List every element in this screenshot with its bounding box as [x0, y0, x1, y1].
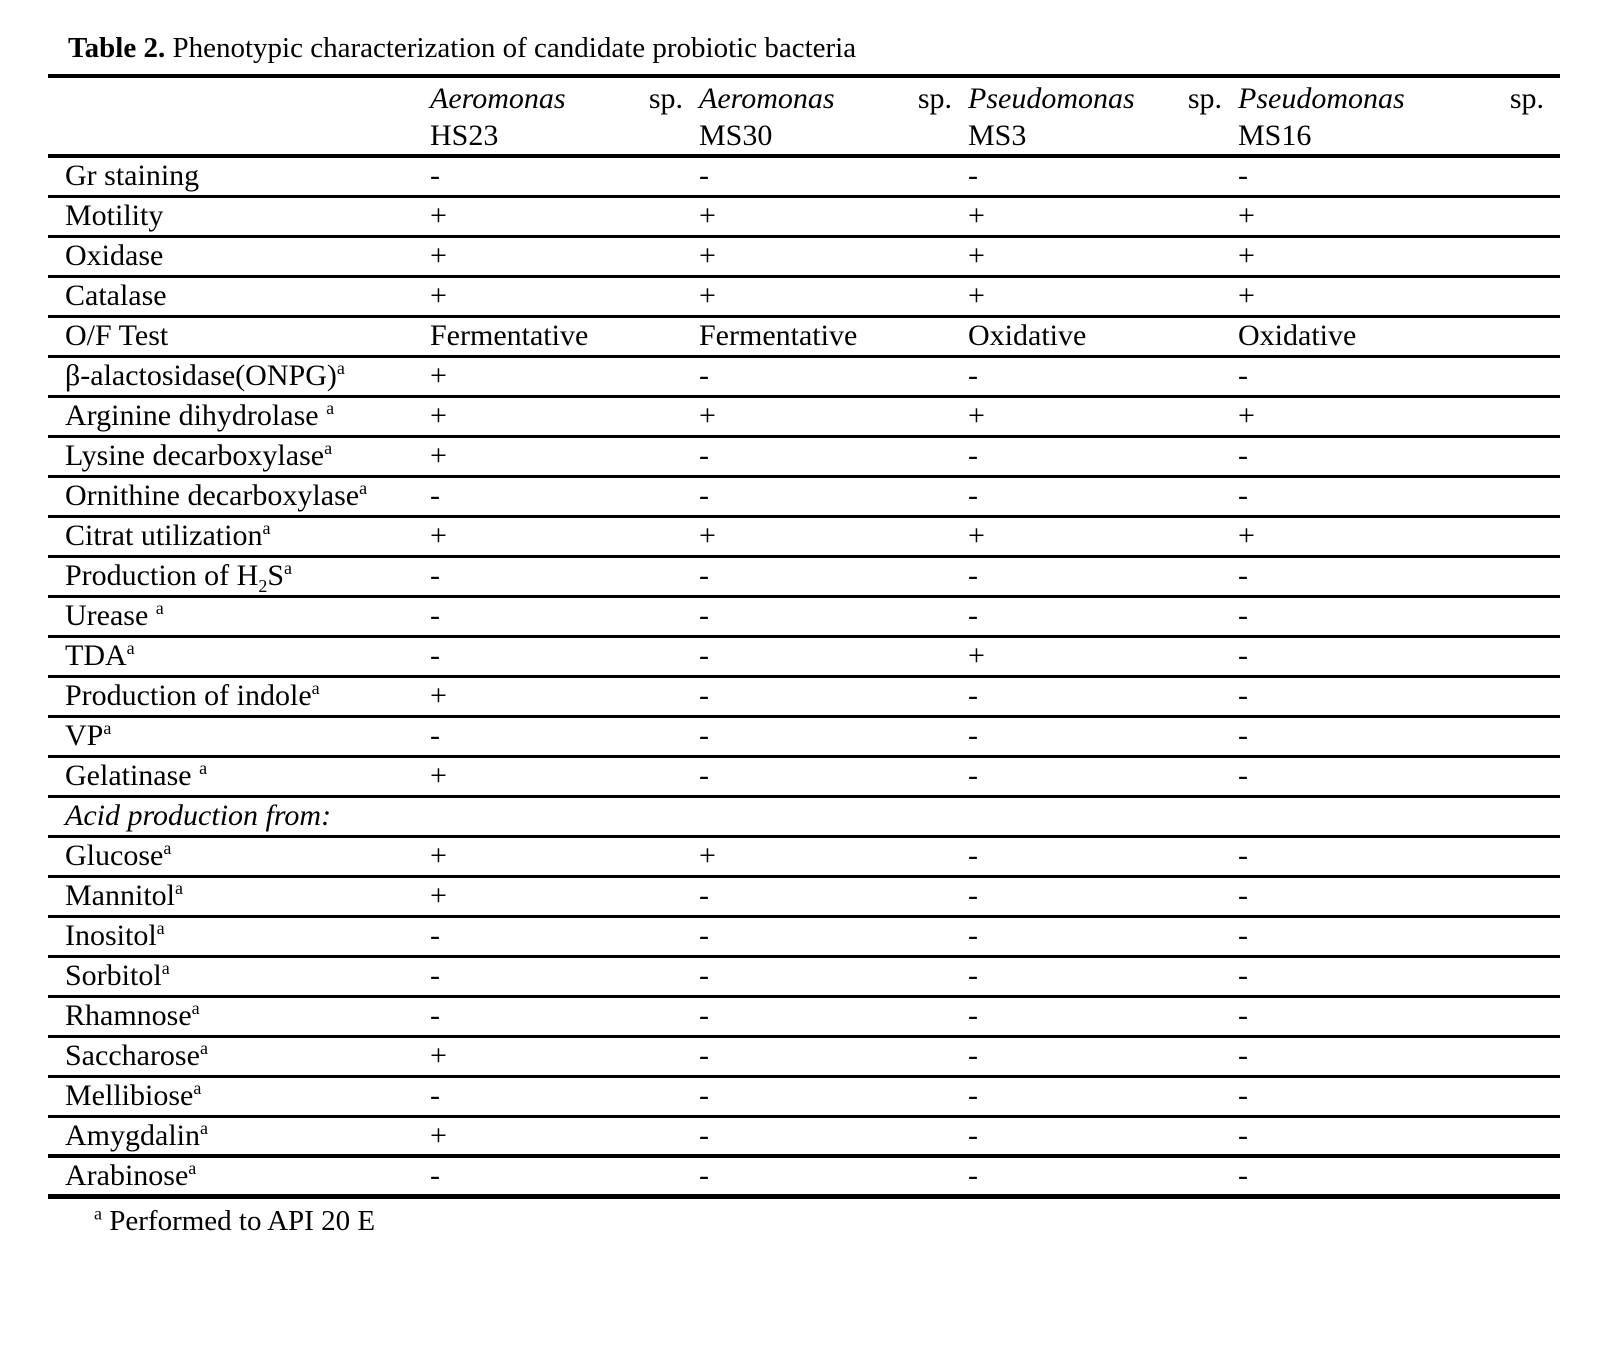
row-label-text: Citrat utilization	[65, 519, 263, 552]
row-label	[48, 316, 430, 356]
row-label	[48, 956, 430, 996]
header-sp: sp.	[1509, 82, 1544, 115]
cell-value: +	[1238, 516, 1560, 556]
cell-value: +	[430, 436, 699, 476]
cell-value: -	[968, 556, 1238, 596]
header-cell-strain-3	[968, 76, 1238, 156]
header-strain: HS23	[430, 119, 499, 152]
cell-value: +	[430, 1116, 699, 1156]
table-row	[48, 196, 1560, 236]
cell-value: -	[699, 996, 968, 1036]
cell-value: +	[699, 196, 968, 236]
cell-value: -	[430, 1156, 699, 1197]
row-label	[48, 1156, 430, 1197]
cell-value	[699, 796, 968, 836]
cell-value: +	[699, 516, 968, 556]
cell-value: +	[430, 516, 699, 556]
row-label-footnote-mark: a	[284, 558, 293, 578]
cell-value: -	[1238, 676, 1560, 716]
table-row	[48, 716, 1560, 756]
row-label	[48, 1076, 430, 1116]
row-label-text: Gelatinase	[65, 759, 200, 792]
cell-value: -	[430, 716, 699, 756]
row-label	[48, 836, 430, 876]
row-label-footnote-mark: a	[193, 1078, 202, 1098]
table-footnote	[48, 1201, 1560, 1241]
cell-value: -	[968, 836, 1238, 876]
table-row	[48, 756, 1560, 796]
cell-value: Oxidative	[1238, 316, 1560, 356]
cell-value: +	[968, 196, 1238, 236]
table-row	[48, 1036, 1560, 1076]
table-body	[48, 156, 1560, 1197]
cell-value: -	[699, 756, 968, 796]
cell-value: +	[968, 636, 1238, 676]
row-label-text: Production of indole	[65, 679, 312, 712]
cell-value: -	[968, 1076, 1238, 1116]
row-label	[48, 276, 430, 316]
row-label-footnote-mark: a	[336, 358, 345, 378]
cell-value: -	[1238, 636, 1560, 676]
row-label-footnote-mark: a	[155, 598, 164, 618]
cell-value	[1238, 796, 1560, 836]
row-label-footnote-mark: a	[199, 758, 208, 778]
row-label-footnote-mark: a	[200, 1117, 208, 1138]
row-label-text: Arginine dihydrolase	[65, 399, 327, 432]
row-label-text: Mannitol	[65, 879, 175, 912]
cell-value: +	[430, 876, 699, 916]
row-label	[48, 996, 430, 1036]
row-label-footnote-mark: a	[311, 678, 320, 698]
cell-value: -	[1238, 756, 1560, 796]
row-label-text: Ornithine decarboxylase	[65, 479, 360, 512]
header-cell-test	[48, 76, 430, 156]
cell-value: -	[968, 1156, 1238, 1197]
cell-value: -	[699, 956, 968, 996]
header-sp: sp.	[1187, 82, 1222, 115]
cell-value: +	[968, 236, 1238, 276]
row-label-footnote-mark: a	[175, 878, 183, 898]
header-genus: Aeromonas	[699, 82, 835, 115]
footnote-text: Performed to API 20 E	[102, 1205, 376, 1237]
row-label-text: Amygdalin	[65, 1118, 200, 1152]
cell-value: Oxidative	[968, 316, 1238, 356]
row-label	[48, 516, 430, 556]
row-label-footnote-mark: a	[359, 478, 368, 498]
cell-value: +	[1238, 236, 1560, 276]
table-row	[48, 1076, 1560, 1116]
cell-value: -	[968, 476, 1238, 516]
cell-value: +	[699, 836, 968, 876]
cell-value: -	[699, 356, 968, 396]
cell-value: +	[1238, 196, 1560, 236]
row-label	[48, 796, 430, 836]
cell-value: -	[699, 436, 968, 476]
cell-value: +	[430, 236, 699, 276]
cell-value: -	[1238, 836, 1560, 876]
table-row	[48, 676, 1560, 716]
cell-value: -	[699, 636, 968, 676]
row-label-text: Mellibiose	[65, 1079, 194, 1112]
row-label-text: Saccharose	[65, 1039, 200, 1072]
row-label	[48, 1116, 430, 1156]
row-label-text: TDA	[65, 639, 127, 672]
row-label	[48, 436, 430, 476]
cell-value: -	[968, 356, 1238, 396]
row-label-footnote-mark: a	[161, 958, 170, 978]
table-section-row	[48, 796, 1560, 836]
cell-value: Fermentative	[430, 316, 699, 356]
cell-value: -	[1238, 1156, 1560, 1197]
row-label-text: Catalase	[65, 279, 167, 312]
table-row	[48, 1156, 1560, 1197]
row-label-text: Acid production from:	[65, 799, 332, 832]
table-row	[48, 156, 1560, 196]
row-label	[48, 156, 430, 196]
row-label-footnote-mark: a	[326, 398, 335, 418]
table-caption	[48, 28, 1560, 74]
table-row	[48, 836, 1560, 876]
row-label	[48, 1036, 430, 1076]
cell-value: +	[1238, 276, 1560, 316]
cell-value: -	[430, 476, 699, 516]
row-label-text: VP	[65, 719, 104, 752]
cell-value: -	[968, 1036, 1238, 1076]
table-row	[48, 876, 1560, 916]
cell-value: -	[968, 676, 1238, 716]
cell-value	[968, 796, 1238, 836]
cell-value: -	[1238, 876, 1560, 916]
row-label	[48, 756, 430, 796]
row-label-text: Lysine decarboxylase	[65, 439, 325, 472]
row-label-footnote-mark: a	[156, 918, 165, 938]
row-label-text: Arabinose	[65, 1159, 189, 1192]
cell-value: -	[430, 996, 699, 1036]
cell-value: -	[968, 436, 1238, 476]
header-strain: MS30	[699, 119, 773, 152]
cell-value: +	[430, 276, 699, 316]
row-label-tail: S	[267, 559, 285, 592]
cell-value: +	[430, 756, 699, 796]
cell-value: -	[1238, 356, 1560, 396]
row-label	[48, 396, 430, 436]
cell-value: -	[968, 756, 1238, 796]
cell-value: +	[699, 396, 968, 436]
cell-value: +	[968, 516, 1238, 556]
cell-value: -	[1238, 996, 1560, 1036]
cell-value: -	[699, 676, 968, 716]
row-label-text: Glucose	[65, 839, 164, 872]
header-strain: MS16	[1238, 119, 1312, 152]
cell-value: -	[968, 156, 1238, 196]
cell-value: +	[430, 196, 699, 236]
cell-value: -	[1238, 156, 1560, 196]
cell-value: -	[699, 1116, 968, 1156]
row-label-text: Rhamnose	[65, 999, 192, 1032]
row-label-subscript: 2	[258, 576, 268, 596]
row-label-text: Gr staining	[65, 159, 200, 193]
cell-value: +	[1238, 396, 1560, 436]
row-label-text: Oxidase	[65, 239, 164, 272]
cell-value: +	[699, 276, 968, 316]
document-page	[48, 28, 1560, 1241]
cell-value: -	[699, 916, 968, 956]
cell-value: -	[430, 956, 699, 996]
table-caption-label: Table 2.	[68, 32, 166, 64]
header-strain: MS3	[968, 119, 1027, 152]
row-label	[48, 636, 430, 676]
table-row	[48, 596, 1560, 636]
cell-value: -	[968, 996, 1238, 1036]
table-row	[48, 516, 1560, 556]
table-row	[48, 636, 1560, 676]
row-label-text: Urease	[65, 599, 156, 632]
row-label	[48, 876, 430, 916]
cell-value: -	[1238, 596, 1560, 636]
row-label-text: β-alactosidase(ONPG)	[65, 359, 337, 392]
table-row	[48, 276, 1560, 316]
row-label-footnote-mark: a	[126, 638, 135, 658]
cell-value: +	[430, 676, 699, 716]
cell-value: -	[699, 876, 968, 916]
row-label	[48, 916, 430, 956]
row-label-text: Inositol	[65, 919, 157, 952]
cell-value: -	[968, 876, 1238, 916]
table-row	[48, 396, 1560, 436]
header-genus: Pseudomonas	[968, 82, 1135, 115]
cell-value: +	[430, 836, 699, 876]
header-cell-strain-4	[1238, 76, 1560, 156]
table-row	[48, 316, 1560, 356]
table-row	[48, 1116, 1560, 1156]
cell-value: +	[430, 396, 699, 436]
cell-value: -	[1238, 916, 1560, 956]
cell-value: -	[1238, 476, 1560, 516]
row-label-footnote-mark: a	[191, 998, 200, 1018]
cell-value: -	[1238, 436, 1560, 476]
header-sp: sp.	[917, 82, 952, 115]
cell-value: -	[430, 556, 699, 596]
row-label-text: Sorbitol	[65, 959, 162, 992]
row-label	[48, 596, 430, 636]
cell-value: -	[1238, 1076, 1560, 1116]
row-label	[48, 476, 430, 516]
row-label	[48, 356, 430, 396]
cell-value: -	[430, 916, 699, 956]
cell-value: -	[699, 476, 968, 516]
table-row	[48, 556, 1560, 596]
row-label-text: Production of H	[65, 559, 259, 592]
table-row	[48, 996, 1560, 1036]
cell-value: -	[699, 1076, 968, 1116]
cell-value: -	[1238, 556, 1560, 596]
row-label	[48, 236, 430, 276]
row-label-footnote-mark: a	[163, 838, 172, 858]
row-label	[48, 196, 430, 236]
cell-value: -	[1238, 1036, 1560, 1076]
cell-value: Fermentative	[699, 316, 968, 356]
table-row	[48, 436, 1560, 476]
row-label-footnote-mark: a	[262, 518, 271, 538]
cell-value: +	[968, 396, 1238, 436]
cell-value: -	[699, 556, 968, 596]
header-genus: Pseudomonas	[1238, 82, 1405, 115]
footnote-mark: a	[94, 1203, 102, 1224]
row-label-footnote-mark: a	[188, 1158, 197, 1178]
table-header-row	[48, 76, 1560, 156]
row-label	[48, 716, 430, 756]
cell-value: -	[699, 596, 968, 636]
header-sp: sp.	[648, 82, 683, 115]
cell-value: -	[968, 916, 1238, 956]
table-row	[48, 476, 1560, 516]
table-row	[48, 356, 1560, 396]
table-row	[48, 956, 1560, 996]
cell-value: -	[1238, 716, 1560, 756]
table-caption-text: Phenotypic characterization of candidate probiotic bacteria	[172, 32, 857, 64]
cell-value: -	[968, 596, 1238, 636]
cell-value: -	[430, 1076, 699, 1116]
row-label-text: O/F Test	[65, 319, 169, 352]
row-label-text: Motility	[65, 199, 164, 232]
header-cell-strain-2	[699, 76, 968, 156]
cell-value: +	[430, 1036, 699, 1076]
cell-value: -	[430, 156, 699, 196]
row-label	[48, 556, 430, 596]
header-genus: Aeromonas	[430, 82, 566, 115]
cell-value: -	[699, 1036, 968, 1076]
cell-value: -	[430, 596, 699, 636]
row-label-footnote-mark: a	[199, 1038, 208, 1058]
cell-value: -	[699, 716, 968, 756]
row-label-footnote-mark: a	[103, 718, 112, 738]
cell-value: -	[968, 716, 1238, 756]
header-cell-strain-1	[430, 76, 699, 156]
table-row	[48, 916, 1560, 956]
cell-value	[430, 796, 699, 836]
phenotype-table	[48, 74, 1560, 1199]
row-label	[48, 676, 430, 716]
cell-value: -	[968, 956, 1238, 996]
cell-value: -	[699, 1156, 968, 1197]
row-label-footnote-mark: a	[324, 438, 333, 458]
cell-value: -	[430, 636, 699, 676]
cell-value: +	[430, 356, 699, 396]
cell-value: -	[968, 1116, 1238, 1156]
cell-value: -	[1238, 1116, 1560, 1156]
cell-value: +	[968, 276, 1238, 316]
cell-value: -	[1238, 956, 1560, 996]
cell-value: +	[699, 236, 968, 276]
cell-value: -	[699, 156, 968, 196]
table-row	[48, 236, 1560, 276]
